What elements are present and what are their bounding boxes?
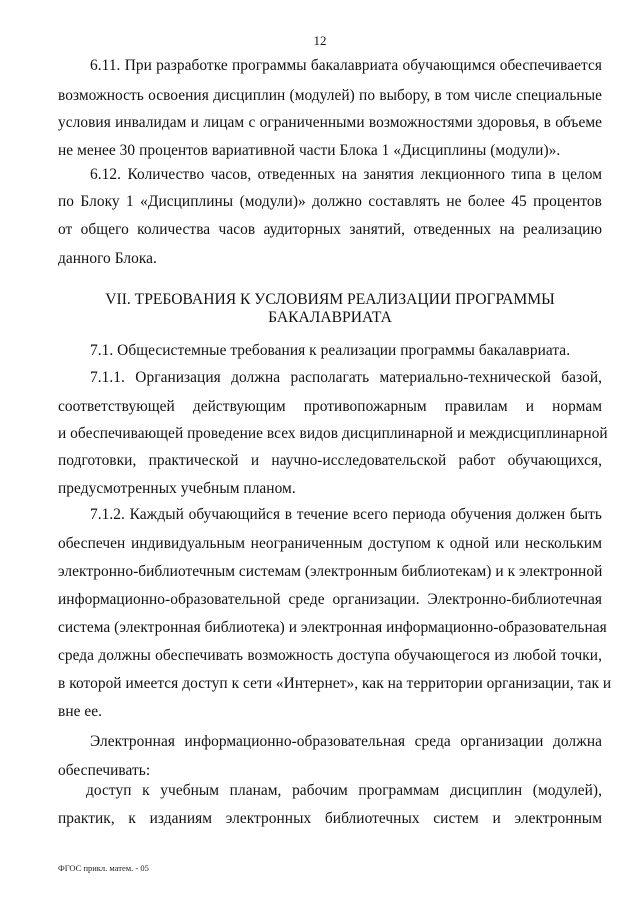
paragraph-7-1-1-line: подготовки, практической и научно-исследовательской работ обучающихся, [58,452,602,469]
paragraph-eios-line: Электронная информационно-образовательная среда организации должна [90,733,602,750]
paragraph-7-1-line: 7.1. Общесистемные требования к реализации программы бакалавриата. [90,342,571,359]
paragraph-7-1-2-line: информационно-образовательной среде организации. Электронно-библиотечная [58,591,602,608]
paragraph-7-1-1-line: соответствующей действующим противопожарным правилам и нормам [58,398,602,415]
paragraph-7-1-2-line: система (электронная библиотека) и электронная информационно-образовательная [58,619,607,636]
paragraph-7-1-2-line: вне ее. [58,703,103,720]
paragraph-7-1-1-line: предусмотренных учебным планом. [58,480,296,497]
paragraph-eios-line: обеспечивать: [58,762,151,779]
paragraph-access-line: доступ к учебным планам, рабочим программам дисциплин (модулей), [86,782,602,799]
paragraph-access-line: практик, к изданиям электронных библиотечных систем и электронным [58,810,602,827]
paragraph-6-11-line: 6.11. При разработке программы бакалавриата обучающимся обеспечивается [90,57,602,74]
paragraph-7-1-1-line: и обеспечивающей проведение всех видов дисциплинарной и междисциплинарной [58,425,608,442]
paragraph-7-1-1-line: 7.1.1. Организация должна располагать материально-технической базой, [90,369,602,386]
paragraph-6-11-line: возможность освоения дисциплин (модулей) по выбору, в том числе специальные [58,87,602,104]
section-heading: БАКАЛАВРИАТА [268,309,392,326]
paragraph-7-1-2-line: обеспечен индивидуальным неограниченным доступом к одной или нескольким [58,535,602,552]
footer-text: ФГОС прикл. матем. - 05 [58,863,149,873]
paragraph-7-1-2-line: среда должны обеспечивать возможность доступа обучающегося из любой точки, [58,647,602,664]
paragraph-6-11-line: условия инвалидам и лицам с ограниченными возможностями здоровья, в объеме [58,114,602,131]
paragraph-6-12-line: от общего количества часов аудиторных занятий, отведенных на реализацию [58,221,602,238]
section-heading: VII. ТРЕБОВАНИЯ К УСЛОВИЯМ РЕАЛИЗАЦИИ ПРОГРАММЫ [105,291,555,308]
paragraph-7-1-2-line: электронно-библиотечным системам (электронным библиотекам) и к электронной [58,563,603,580]
paragraph-6-11-line: не менее 30 процентов вариативной части Блока 1 «Дисциплины (модули)». [58,142,561,159]
paragraph-6-12-line: по Блоку 1 «Дисциплины (модули)» должно составлять не более 45 процентов [58,193,602,210]
page-number: 12 [313,33,327,48]
paragraph-6-12-line: данного Блока. [58,250,157,267]
paragraph-6-12-line: 6.12. Количество часов, отведенных на занятия лекционного типа в целом [90,166,602,183]
paragraph-7-1-2-line: 7.1.2. Каждый обучающийся в течение всего периода обучения должен быть [90,506,602,523]
paragraph-7-1-2-line: в которой имеется доступ к сети «Интернет», как на территории организации, так и [58,675,612,692]
